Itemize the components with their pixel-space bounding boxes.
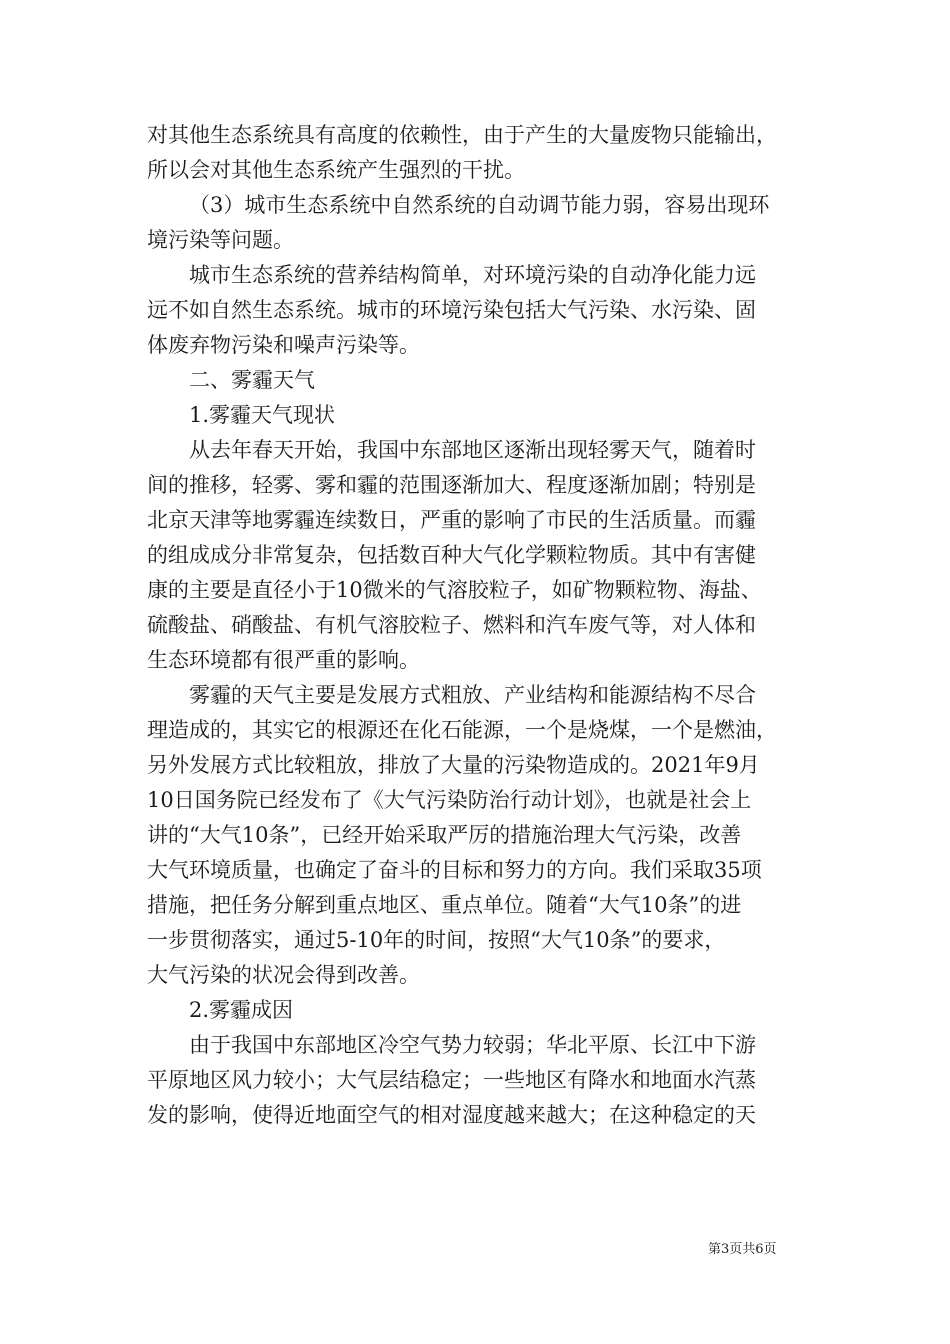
text-line: 2.雾霾成因 [189, 998, 294, 1022]
text-line: 境污染等问题。 [147, 228, 294, 252]
text-line: 理造成的，其实它的根源还在化石能源，一个是烧煤，一个是燃油， [147, 718, 777, 742]
document-body [147, 118, 807, 1133]
text-line: 康的主要是直径小于10微米的气溶胶粒子，如矿物颗粒物、海盐、 [147, 578, 762, 602]
text-line: 城市生态系统的营养结构简单，对环境污染的自动净化能力远 [189, 263, 756, 287]
text-line: 1.雾霾天气现状 [189, 403, 336, 427]
text-line: 大气污染的状况会得到改善。 [147, 963, 420, 987]
text-line: 硫酸盐、硝酸盐、有机气溶胶粒子、燃料和汽车废气等，对人体和 [147, 613, 756, 637]
text-line: 从去年春天开始，我国中东部地区逐渐出现轻雾天气，随着时 [189, 438, 756, 462]
text-line: 另外发展方式比较粗放，排放了大量的污染物造成的。2021年9月 [147, 753, 760, 777]
text-line: 的组成成分非常复杂，包括数百种大气化学颗粒物质。其中有害健 [147, 543, 756, 567]
text-line: 二、雾霾天气 [189, 368, 315, 392]
text-line: 由于我国中东部地区冷空气势力较弱；华北平原、长江中下游 [189, 1033, 756, 1057]
text-line: 雾霾的天气主要是发展方式粗放、产业结构和能源结构不尽合 [189, 683, 756, 707]
text-line: 对其他生态系统具有高度的依赖性，由于产生的大量废物只能输出， [147, 123, 777, 147]
text-line: 体废弃物污染和噪声污染等。 [147, 333, 420, 357]
text-line: 北京天津等地雾霾连续数日，严重的影响了市民的生活质量。而霾 [147, 508, 756, 532]
text-line: 讲的“大气10条”，已经开始采取严厉的措施治理大气污染，改善 [147, 823, 742, 847]
text-line: 措施，把任务分解到重点地区、重点单位。随着“大气10条”的进 [147, 893, 742, 917]
text-line: 大气环境质量，也确定了奋斗的目标和努力的方向。我们采取35项 [147, 858, 762, 882]
text-line: 间的推移，轻雾、雾和霾的范围逐渐加大、程度逐渐加剧；特别是 [147, 473, 756, 497]
text-line: 10日国务院已经发布了《大气污染防治行动计划》，也就是社会上 [147, 788, 752, 812]
page-number-footer: 第3页共6页 [708, 1242, 777, 1257]
text-line: 平原地区风力较小；大气层结稳定；一些地区有降水和地面水汽蒸 [147, 1068, 756, 1092]
text-line: 发的影响，使得近地面空气的相对湿度越来越大；在这种稳定的天 [147, 1103, 756, 1127]
text-line: 远不如自然生态系统。城市的环境污染包括大气污染、水污染、固 [147, 298, 756, 322]
text-line: 一步贯彻落实，通过5-10年的时间，按照“大气10条”的要求， [147, 928, 726, 952]
text-line: 生态环境都有很严重的影响。 [147, 648, 420, 672]
text-line: （3）城市生态系统中自然系统的自动调节能力弱，容易出现环 [189, 193, 770, 217]
text-line: 所以会对其他生态系统产生强烈的干扰。 [147, 158, 525, 182]
